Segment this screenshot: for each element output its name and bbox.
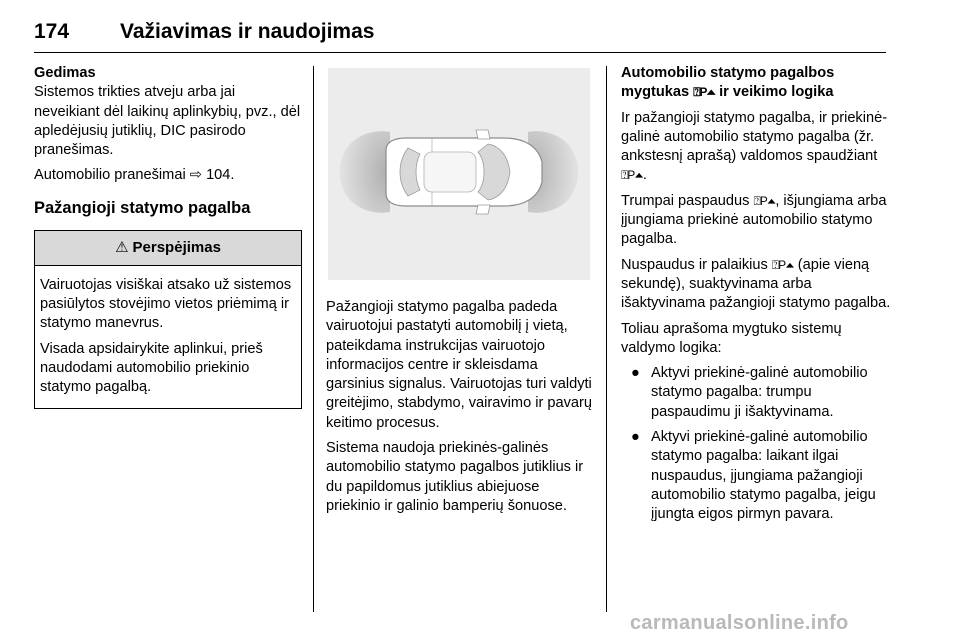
reference-text: Automobilio pranešimai — [34, 167, 186, 184]
gedimas-heading: Gedimas — [34, 65, 96, 81]
reference-page[interactable]: 104. — [206, 167, 235, 184]
cross-reference — [34, 166, 302, 185]
page-number: 174 — [34, 20, 70, 43]
right-paragraph-4: Toliau aprašoma mygtuko sistemų valdymo logika: — [621, 320, 842, 356]
parking-button-icon: ⍰P⏶ — [771, 257, 794, 272]
warning-body — [35, 266, 301, 408]
page-header — [34, 20, 886, 53]
list-item: ● Aktyvi priekinė-galinė automobilio statymo pagalba: laikant ilgai nuspaudus, įjungiama pažangioji automobilio statymo pagalba, jeigu įjungta eigos pirmyn pavara. — [631, 429, 876, 523]
bullet-icon: ● — [631, 365, 640, 382]
watermark[interactable]: carmanualsonline.info — [630, 612, 849, 634]
middle-paragraph-1: Pažangioji statymo pagalba padeda vairuotojui pastatyti automobilį į vietą, pateikdama instrukcijas vairuotojo informacijos centre ir skleisdama garsinius signalus. Vairuotojas turi valdyti greitėjimo, stabdymo, vairavimo ir pavarų keitimo procesus. — [326, 299, 593, 431]
middle-paragraph-2: Sistema naudoja priekinės-galinės automobilio statymo pagalbos jutiklius ir du papildomus jutiklius abiejuose priekinio ir galinio bamperių šonuose. — [326, 440, 584, 514]
gedimas-text: Sistemos trikties atveju arba jai neveikiant dėl laikinų aplinkybių, pvz., dėl apledėjusių jutiklių, DIC pasirodo pranešimas. — [34, 84, 301, 159]
car-sensor-illustration — [328, 68, 590, 280]
column-divider-right — [606, 66, 607, 612]
arrow-right-icon[interactable]: ⇨ — [189, 167, 202, 184]
right-paragraph-3: Nuspaudus ir palaikius ⍰P⏶ (apie vieną sekundę), suaktyvinama arba išaktyvinama pažangioji statymo pagalba. — [621, 256, 891, 312]
rear-sensor-zone — [340, 131, 390, 212]
bullet-icon: ● — [631, 429, 640, 446]
car-top-view-icon — [328, 68, 590, 280]
chapter-title: Važiavimas ir naudojimas — [120, 20, 375, 43]
logic-list — [621, 364, 891, 524]
warning-header — [35, 231, 301, 266]
middle-column — [326, 64, 594, 522]
warning-box — [34, 230, 302, 409]
section-title: Pažangioji statymo pagalba — [34, 198, 251, 217]
column-divider-left — [313, 66, 314, 612]
warning-text-1: Vairuotojas visiškai atsako už sistemos pasiūlytos stovėjimo vietos priėmimą ir statymo manevrus. — [40, 276, 292, 332]
parking-button-icon: ⍰P⏶ — [621, 168, 643, 183]
parking-button-icon: ⍰P⏶ — [753, 193, 776, 208]
right-paragraph-1: Ir pažangioji statymo pagalba, ir priekinė-galinė automobilio statymo pagalba (žr. ankstesnį aprašą) valdomos spaudžiant ⍰P⏶. — [621, 109, 888, 184]
warning-title: Perspėjimas — [132, 239, 221, 257]
warning-icon: ⚠ — [115, 239, 129, 257]
parking-button-icon: ⍰P⏶ — [693, 85, 716, 100]
warning-text-2: Visada apsidairykite aplinkui, prieš naudodami automobilio priekinio statymo pagalbą. — [40, 340, 263, 396]
right-paragraph-2: Trumpai paspaudus ⍰P⏶, išjungiama arba įjungiama priekinė automobilio statymo pagalba. — [621, 192, 887, 248]
right-column — [621, 64, 891, 531]
list-item: ● Aktyvi priekinė-galinė automobilio statymo pagalba: trumpu paspaudimu ji išaktyvinama. — [631, 365, 868, 420]
left-column — [34, 64, 302, 409]
button-logic-heading: Automobilio statymo pagalbos mygtukas ⍰P⏶ ir veikimo logika — [621, 65, 835, 101]
